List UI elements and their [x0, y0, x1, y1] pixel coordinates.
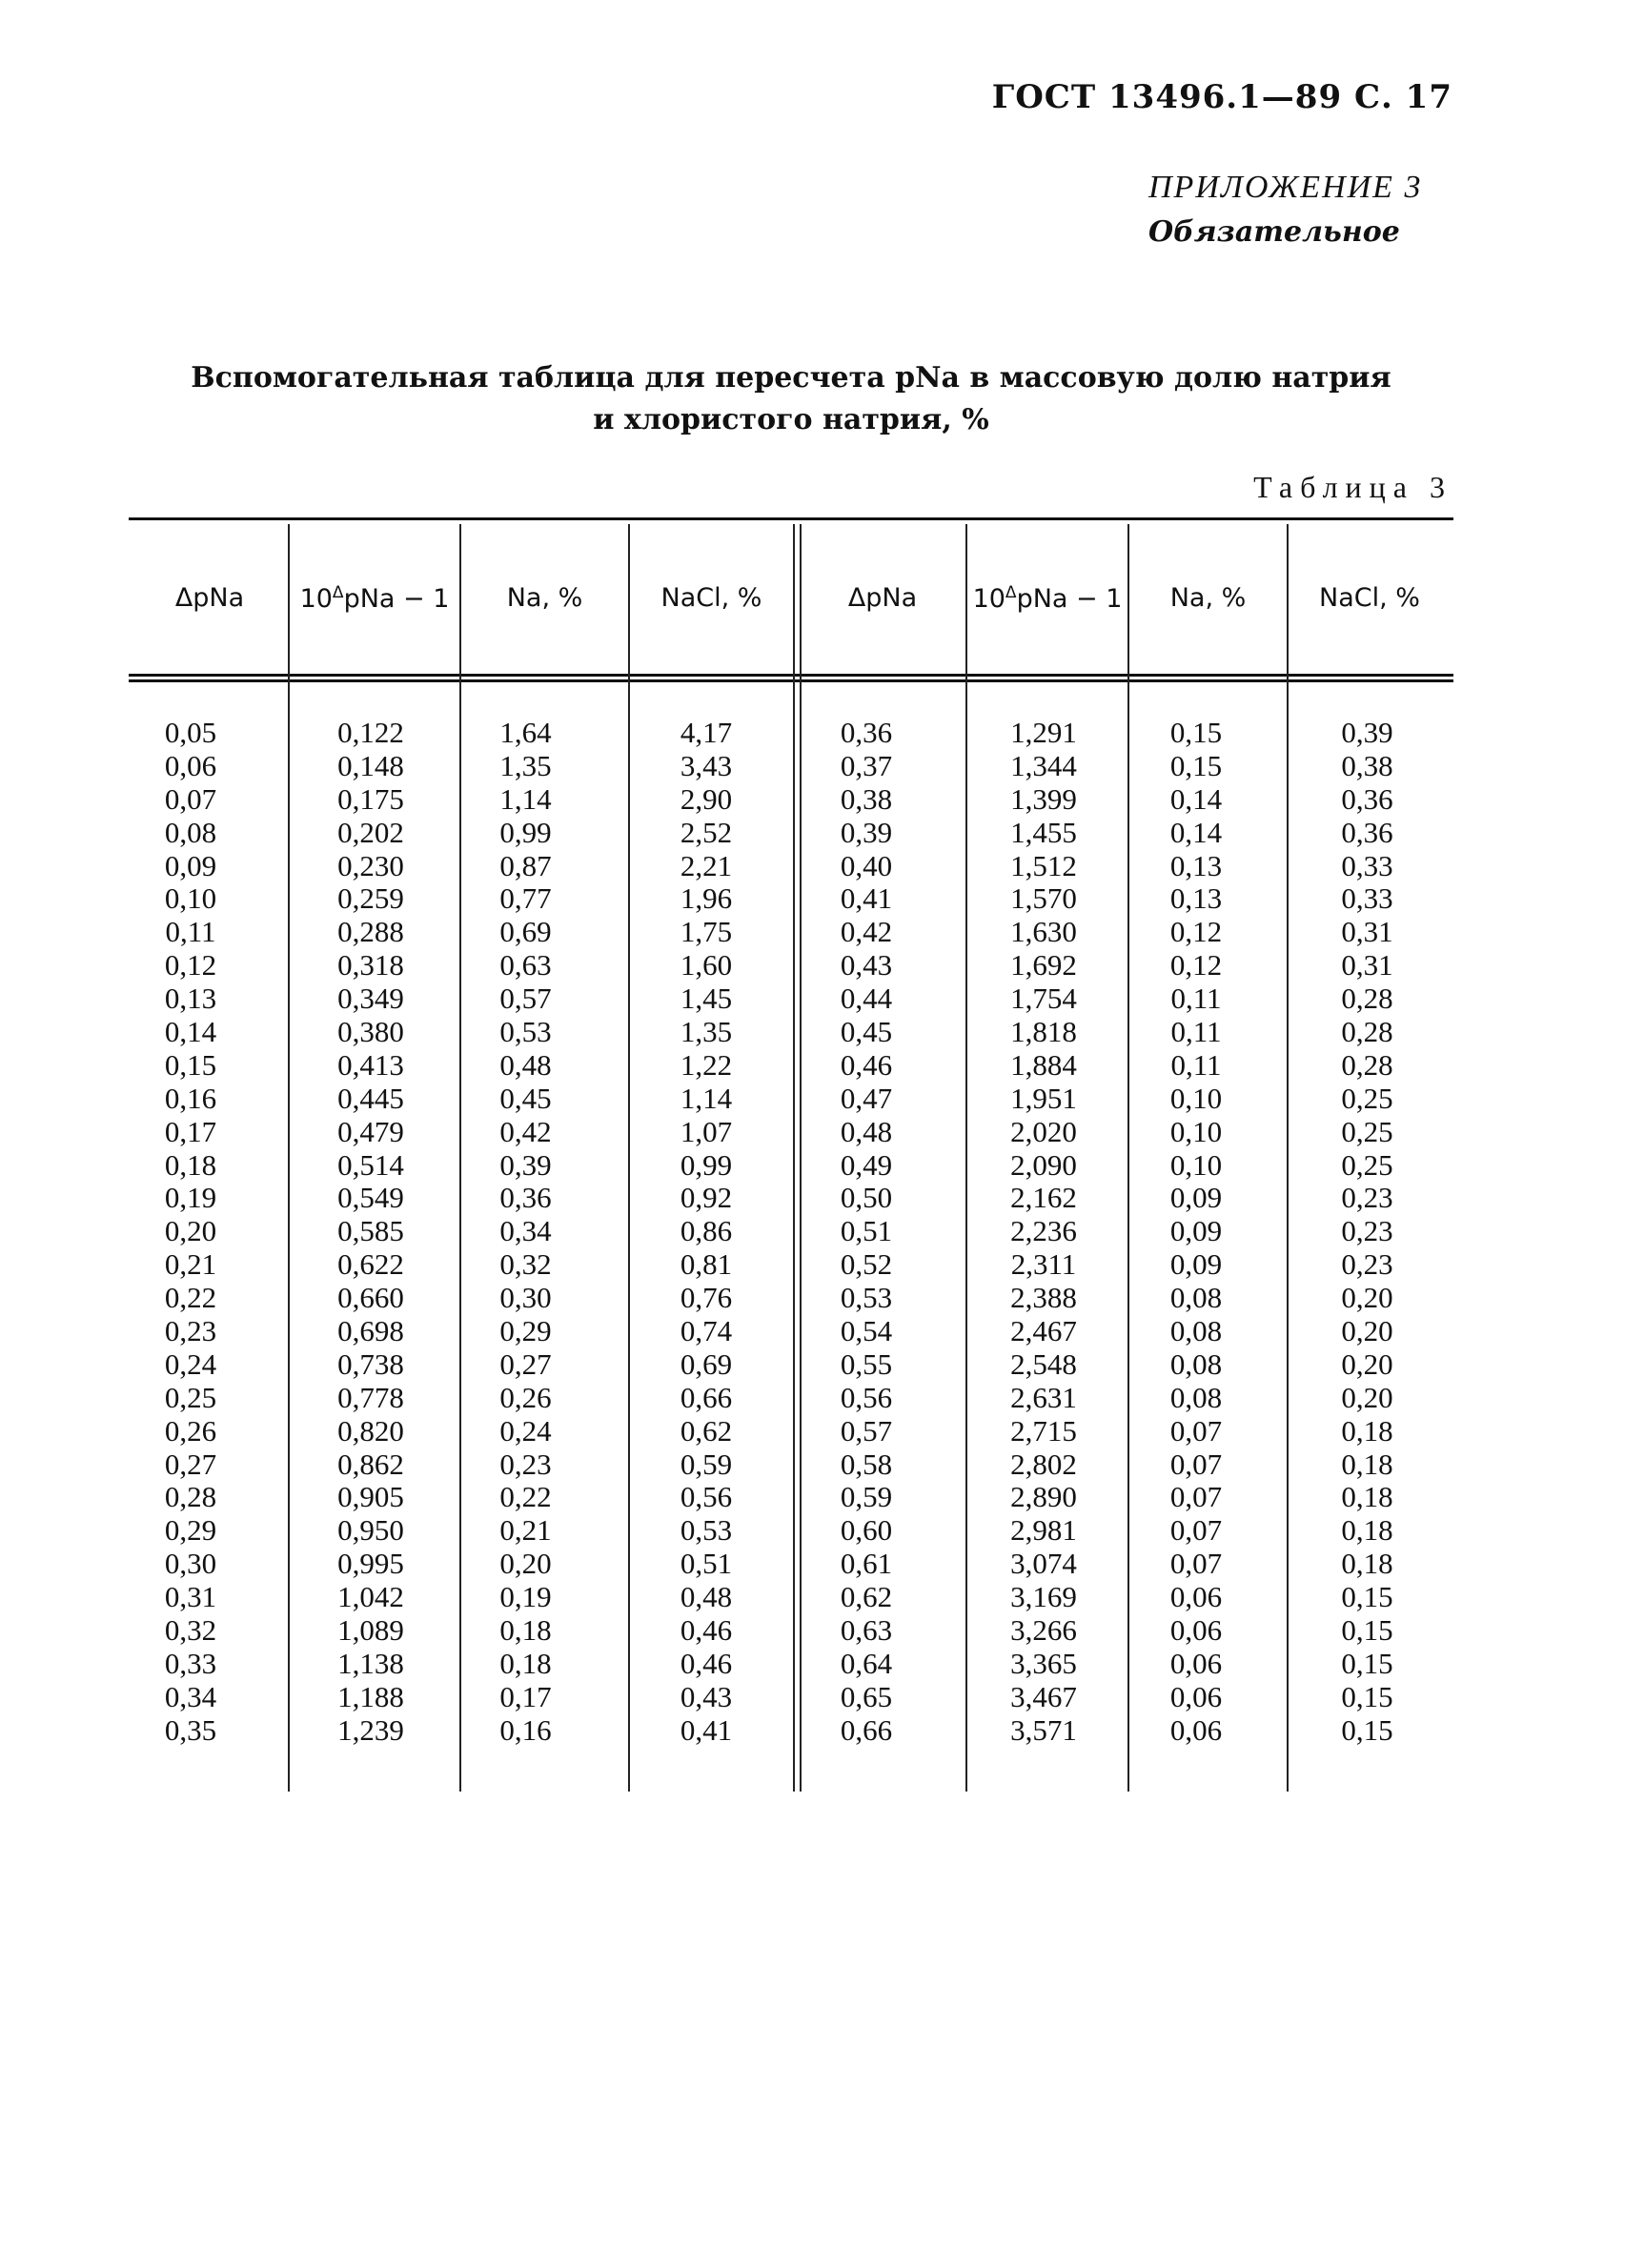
table-cell: 1,239 [337, 1712, 404, 1747]
table-cell: 0,18 [1341, 1547, 1393, 1581]
table-cell: 0,738 [337, 1347, 404, 1381]
table-cell: 0,15 [1169, 716, 1223, 749]
table-cell: 0,19 [164, 1181, 217, 1215]
table-cell: 0,43 [680, 1679, 733, 1713]
table-cell: 1,75 [680, 915, 733, 949]
table-cell: 1,138 [337, 1646, 404, 1680]
table-cell: 0,413 [337, 1047, 404, 1082]
table-cell: 0,25 [1341, 1147, 1393, 1182]
table-cell: 0,08 [1169, 1380, 1223, 1414]
table-cell: 0,53 [680, 1513, 733, 1548]
table-cell: 2,090 [1010, 1147, 1077, 1182]
table-cell: 0,54 [840, 1314, 893, 1348]
table-cell: 0,06 [1169, 1580, 1223, 1614]
table-cell: 0,13 [164, 982, 217, 1016]
table-cell: 0,26 [499, 1380, 552, 1414]
table-cell: 0,318 [337, 948, 404, 982]
col-header-na-left: Na, % [506, 583, 583, 613]
table-cell: 1,22 [680, 1047, 733, 1082]
table-cell: 0,27 [499, 1347, 552, 1381]
table-cell: 2,020 [1010, 1114, 1077, 1148]
table-cell: 0,17 [499, 1679, 552, 1713]
table-cell: 3,169 [1010, 1580, 1077, 1614]
table-cell: 0,31 [1341, 948, 1393, 982]
table-cell: 0,25 [1341, 1114, 1393, 1148]
table-cell: 0,46 [680, 1613, 733, 1648]
table-cell: 0,38 [840, 781, 893, 816]
table-top-rule [129, 517, 1453, 520]
table-cell: 0,08 [1169, 1281, 1223, 1315]
table-title [133, 357, 1449, 441]
table-cell: 0,10 [1169, 1081, 1223, 1115]
table-cell: 0,20 [164, 1214, 217, 1248]
table-cell: 0,41 [680, 1712, 733, 1747]
table-cell: 0,22 [499, 1480, 552, 1514]
column-dpna-left [133, 717, 248, 1748]
table-cell: 1,60 [680, 948, 733, 982]
table-cell: 1,884 [1010, 1047, 1077, 1082]
table-cell: 0,36 [499, 1181, 552, 1215]
table-cell: 0,148 [337, 748, 404, 782]
table-cell: 0,10 [1169, 1147, 1223, 1182]
table-cell: 2,162 [1010, 1181, 1077, 1215]
table-cell: 0,122 [337, 716, 404, 749]
table-cell: 0,40 [840, 848, 893, 882]
table-cell: 0,33 [1341, 848, 1393, 882]
table-cell: 0,77 [499, 881, 552, 916]
table-cell: 0,49 [840, 1147, 893, 1182]
col-header-nacl-left: NaCl, % [660, 583, 762, 613]
table-cell: 0,53 [499, 1015, 552, 1049]
table-cell: 0,20 [1341, 1347, 1393, 1381]
table-cell: 0,28 [164, 1480, 217, 1514]
table-cell: 0,47 [840, 1081, 893, 1115]
col-header-pow-base: 10 [299, 584, 333, 614]
table-cell: 0,10 [1169, 1114, 1223, 1148]
table-cell: 0,20 [499, 1547, 552, 1581]
table-cell: 0,24 [164, 1347, 217, 1381]
table-cell: 1,512 [1010, 848, 1077, 882]
table-cell: 0,06 [1169, 1679, 1223, 1713]
table-cell: 0,20 [1341, 1281, 1393, 1315]
table-cell: 0,62 [680, 1413, 733, 1448]
table-cell: 0,37 [840, 748, 893, 782]
table-cell: 0,86 [680, 1214, 733, 1248]
table-cell: 0,36 [840, 716, 893, 749]
table-cell: 0,48 [680, 1580, 733, 1614]
table-cell: 1,344 [1010, 748, 1077, 782]
table-cell: 0,349 [337, 982, 404, 1016]
table-cell: 0,06 [1169, 1646, 1223, 1680]
table-number: Таблица 3 [1253, 470, 1452, 504]
table-cell: 0,15 [1341, 1580, 1393, 1614]
col-header-na-right: Na, % [1169, 583, 1247, 613]
table-cell: 0,48 [499, 1047, 552, 1082]
table-cell: 0,39 [1341, 716, 1393, 749]
table-cell: 0,33 [164, 1646, 217, 1680]
table-cell: 0,29 [499, 1314, 552, 1348]
table-cell: 2,890 [1010, 1480, 1077, 1514]
table-cell: 0,21 [164, 1247, 217, 1282]
table-cell: 0,51 [680, 1547, 733, 1581]
table-cell: 2,467 [1010, 1314, 1077, 1348]
table-cell: 0,33 [1341, 881, 1393, 916]
table-cell: 0,19 [499, 1580, 552, 1614]
table-cell: 0,23 [1341, 1214, 1393, 1248]
table-cell: 1,754 [1010, 982, 1077, 1016]
table-cell: 0,20 [1341, 1380, 1393, 1414]
table-cell: 0,57 [840, 1413, 893, 1448]
table-cell: 3,43 [680, 748, 733, 782]
column-pow-right [967, 717, 1120, 1748]
col-header-dpna-right: ΔpNa [847, 583, 918, 613]
table-cell: 2,631 [1010, 1380, 1077, 1414]
header-bottom-rule-second [129, 679, 1453, 682]
table-cell: 0,63 [499, 948, 552, 982]
table-cell: 0,12 [1169, 915, 1223, 949]
standard-code: ГОСТ 13496.1—89 С. 17 [991, 78, 1452, 116]
table-cell: 0,60 [840, 1513, 893, 1548]
table-cell: 0,34 [164, 1679, 217, 1713]
table-cell: 0,14 [1169, 815, 1223, 849]
table-cell: 2,715 [1010, 1413, 1077, 1448]
table-cell: 0,61 [840, 1547, 893, 1581]
table-cell: 0,15 [1169, 748, 1223, 782]
table-cell: 1,951 [1010, 1081, 1077, 1115]
table-cell: 0,11 [1170, 982, 1222, 1016]
appendix-title: ПРИЛОЖЕНИЕ 3 [1148, 170, 1423, 205]
table-cell: 0,995 [337, 1547, 404, 1581]
col-header-pow-sup: Δ [332, 583, 344, 602]
table-cell: 0,18 [499, 1613, 552, 1648]
table-cell: 0,56 [840, 1380, 893, 1414]
col-header-pow-rest: pNa − 1 [1016, 584, 1123, 614]
table-cell: 0,59 [840, 1480, 893, 1514]
table-cell: 0,950 [337, 1513, 404, 1548]
table-cell: 0,820 [337, 1413, 404, 1448]
col-header-dpna-left: ΔpNa [174, 583, 245, 613]
table-cell: 0,13 [1169, 881, 1223, 916]
column-nacl-right [1289, 717, 1446, 1748]
table-cell: 0,39 [840, 815, 893, 849]
table-cell: 0,15 [1341, 1646, 1393, 1680]
table-cell: 0,35 [164, 1712, 217, 1747]
table-cell: 1,692 [1010, 948, 1077, 982]
col-header-pow-rest: pNa − 1 [343, 584, 450, 614]
table-cell: 0,42 [499, 1114, 552, 1148]
table-cell: 3,571 [1010, 1712, 1077, 1747]
table-cell: 0,698 [337, 1314, 404, 1348]
table-cell: 0,59 [680, 1447, 733, 1481]
table-cell: 0,45 [499, 1081, 552, 1115]
table-cell: 0,28 [1341, 1047, 1393, 1082]
table-cell: 0,36 [1341, 815, 1393, 849]
table-cell: 0,14 [164, 1015, 217, 1049]
table-cell: 3,266 [1010, 1613, 1077, 1648]
table-cell: 0,23 [1341, 1181, 1393, 1215]
table-cell: 0,862 [337, 1447, 404, 1481]
table-cell: 2,388 [1010, 1281, 1077, 1315]
table-cell: 0,23 [499, 1447, 552, 1481]
table-cell: 0,15 [1341, 1712, 1393, 1747]
table-cell: 0,11 [1170, 1047, 1222, 1082]
table-cell: 4,17 [680, 716, 733, 749]
table-cell: 1,64 [499, 716, 552, 749]
table-cell: 0,18 [499, 1646, 552, 1680]
table-cell: 1,35 [680, 1015, 733, 1049]
table-cell: 2,52 [680, 815, 733, 849]
column-na-left [461, 717, 590, 1748]
table-cell: 0,53 [840, 1281, 893, 1315]
table-cell: 0,07 [1169, 1513, 1223, 1548]
table-cell: 3,467 [1010, 1679, 1077, 1713]
table-cell: 1,188 [337, 1679, 404, 1713]
table-cell: 0,32 [499, 1247, 552, 1282]
table-cell: 2,90 [680, 781, 733, 816]
table-cell: 0,905 [337, 1480, 404, 1514]
table-cell: 0,36 [1341, 781, 1393, 816]
table-cell: 1,570 [1010, 881, 1077, 916]
table-cell: 0,479 [337, 1114, 404, 1148]
table-cell: 0,445 [337, 1081, 404, 1115]
table-cell: 0,58 [840, 1447, 893, 1481]
table-cell: 2,802 [1010, 1447, 1077, 1481]
table-cell: 0,15 [1341, 1679, 1393, 1713]
table-cell: 0,39 [499, 1147, 552, 1182]
table-cell: 0,05 [164, 716, 217, 749]
table-cell: 1,14 [499, 781, 552, 816]
table-cell: 0,18 [1341, 1513, 1393, 1548]
table-cell: 0,30 [164, 1547, 217, 1581]
table-cell: 0,06 [1169, 1712, 1223, 1747]
table-cell: 0,46 [840, 1047, 893, 1082]
table-cell: 0,288 [337, 915, 404, 949]
table-cell: 0,21 [499, 1513, 552, 1548]
table-cell: 1,291 [1010, 716, 1077, 749]
table-cell: 2,981 [1010, 1513, 1077, 1548]
table-cell: 0,08 [164, 815, 217, 849]
table-cell: 0,51 [840, 1214, 893, 1248]
table-cell: 1,07 [680, 1114, 733, 1148]
table-cell: 0,57 [499, 982, 552, 1016]
table-cell: 0,69 [499, 915, 552, 949]
table-cell: 0,09 [1169, 1214, 1223, 1248]
table-cell: 0,87 [499, 848, 552, 882]
table-cell: 3,365 [1010, 1646, 1077, 1680]
table-cell: 0,18 [1341, 1480, 1393, 1514]
table-cell: 0,622 [337, 1247, 404, 1282]
table-cell: 0,15 [1341, 1613, 1393, 1648]
table-cell: 2,311 [1010, 1247, 1077, 1282]
table-cell: 0,15 [164, 1047, 217, 1082]
col-header-pow-base: 10 [972, 584, 1005, 614]
table-title-line2: и хлористого натрия, % [593, 403, 989, 436]
table-cell: 2,548 [1010, 1347, 1077, 1381]
table-cell: 0,31 [164, 1580, 217, 1614]
table-cell: 0,230 [337, 848, 404, 882]
table-cell: 0,06 [164, 748, 217, 782]
table-cell: 0,175 [337, 781, 404, 816]
table-cell: 0,62 [840, 1580, 893, 1614]
table-cell: 0,41 [840, 881, 893, 916]
table-cell: 0,09 [1169, 1247, 1223, 1282]
table-cell: 0,42 [840, 915, 893, 949]
col-header-pow-right [967, 583, 1127, 614]
table-cell: 0,380 [337, 1015, 404, 1049]
table-cell: 0,52 [840, 1247, 893, 1282]
table-cell: 0,64 [840, 1646, 893, 1680]
table-cell: 0,07 [1169, 1547, 1223, 1581]
column-na-right [1129, 717, 1263, 1748]
appendix-status: Обязательное [1148, 215, 1400, 249]
table-cell: 0,514 [337, 1147, 404, 1182]
table-cell: 0,22 [164, 1281, 217, 1315]
table-cell: 1,14 [680, 1081, 733, 1115]
table-cell: 0,56 [680, 1480, 733, 1514]
table-cell: 0,38 [1341, 748, 1393, 782]
table-cell: 0,28 [1341, 982, 1393, 1016]
col-header-pow-sup: Δ [1005, 583, 1017, 602]
table-cell: 0,66 [680, 1380, 733, 1414]
table-cell: 1,818 [1010, 1015, 1077, 1049]
table-cell: 0,07 [164, 781, 217, 816]
table-cell: 0,11 [165, 915, 216, 949]
table-title-line1: Вспомогательная таблица для пересчета pNa в массовую долю натрия [191, 361, 1391, 395]
table-cell: 0,34 [499, 1214, 552, 1248]
table-cell: 0,69 [680, 1347, 733, 1381]
table-cell: 1,96 [680, 881, 733, 916]
table-cell: 0,66 [840, 1712, 893, 1747]
table-cell: 0,12 [164, 948, 217, 982]
table-cell: 0,16 [499, 1712, 552, 1747]
table-cell: 0,23 [164, 1314, 217, 1348]
table-cell: 0,18 [1341, 1447, 1393, 1481]
table-cell: 0,45 [840, 1015, 893, 1049]
table-cell: 0,29 [164, 1513, 217, 1548]
table-cell: 0,44 [840, 982, 893, 1016]
table-cell: 3,074 [1010, 1547, 1077, 1581]
table-cell: 0,09 [1169, 1181, 1223, 1215]
table-cell: 0,07 [1169, 1413, 1223, 1448]
table-cell: 0,28 [1341, 1015, 1393, 1049]
table-cell: 0,92 [680, 1181, 733, 1215]
table-cell: 0,63 [840, 1613, 893, 1648]
table-cell: 0,202 [337, 815, 404, 849]
table-cell: 0,46 [680, 1646, 733, 1680]
table-cell: 0,30 [499, 1281, 552, 1315]
table-cell: 0,16 [164, 1081, 217, 1115]
table-cell: 0,07 [1169, 1447, 1223, 1481]
table-cell: 0,18 [164, 1147, 217, 1182]
table-cell: 0,549 [337, 1181, 404, 1215]
table-cell: 0,74 [680, 1314, 733, 1348]
table-cell: 0,14 [1169, 781, 1223, 816]
table-cell: 0,24 [499, 1413, 552, 1448]
table-cell: 0,23 [1341, 1247, 1393, 1282]
table-cell: 0,25 [1341, 1081, 1393, 1115]
table-cell: 2,236 [1010, 1214, 1077, 1248]
table-cell: 1,45 [680, 982, 733, 1016]
table-cell: 1,042 [337, 1580, 404, 1614]
table-cell: 2,21 [680, 848, 733, 882]
table-cell: 0,13 [1169, 848, 1223, 882]
table-cell: 0,81 [680, 1247, 733, 1282]
table-cell: 0,08 [1169, 1347, 1223, 1381]
table-cell: 0,26 [164, 1413, 217, 1448]
table-cell: 1,35 [499, 748, 552, 782]
table-cell: 0,27 [164, 1447, 217, 1481]
table-cell: 0,25 [164, 1380, 217, 1414]
table-cell: 0,06 [1169, 1613, 1223, 1648]
table-cell: 0,660 [337, 1281, 404, 1315]
table-cell: 0,585 [337, 1214, 404, 1248]
col-header-pow-left [290, 583, 459, 614]
table-cell: 0,55 [840, 1347, 893, 1381]
table-cell: 0,99 [680, 1147, 733, 1182]
table-cell: 0,31 [1341, 915, 1393, 949]
table-cell: 0,76 [680, 1281, 733, 1315]
table-cell: 1,455 [1010, 815, 1077, 849]
col-header-nacl-right: NaCl, % [1319, 583, 1420, 613]
table-cell: 0,08 [1169, 1314, 1223, 1348]
table-cell: 0,259 [337, 881, 404, 916]
table-cell: 1,399 [1010, 781, 1077, 816]
table-cell: 0,09 [164, 848, 217, 882]
column-nacl-left [630, 717, 782, 1748]
table-cell: 0,65 [840, 1679, 893, 1713]
table-cell: 0,17 [164, 1114, 217, 1148]
table-cell: 0,50 [840, 1181, 893, 1215]
table-cell: 0,11 [1170, 1015, 1222, 1049]
table-cell: 0,12 [1169, 948, 1223, 982]
table-cell: 1,089 [337, 1613, 404, 1648]
table-cell: 0,778 [337, 1380, 404, 1414]
table-cell: 0,10 [164, 881, 217, 916]
table-cell: 0,07 [1169, 1480, 1223, 1514]
column-dpna-right [800, 717, 933, 1748]
table-cell: 0,99 [499, 815, 552, 849]
header-bottom-rule [129, 674, 1453, 677]
table-cell: 0,48 [840, 1114, 893, 1148]
table-cell: 0,32 [164, 1613, 217, 1648]
table-cell: 1,630 [1010, 915, 1077, 949]
table-cell: 0,18 [1341, 1413, 1393, 1448]
table-cell: 0,43 [840, 948, 893, 982]
column-pow-left [290, 717, 452, 1748]
table-cell: 0,20 [1341, 1314, 1393, 1348]
